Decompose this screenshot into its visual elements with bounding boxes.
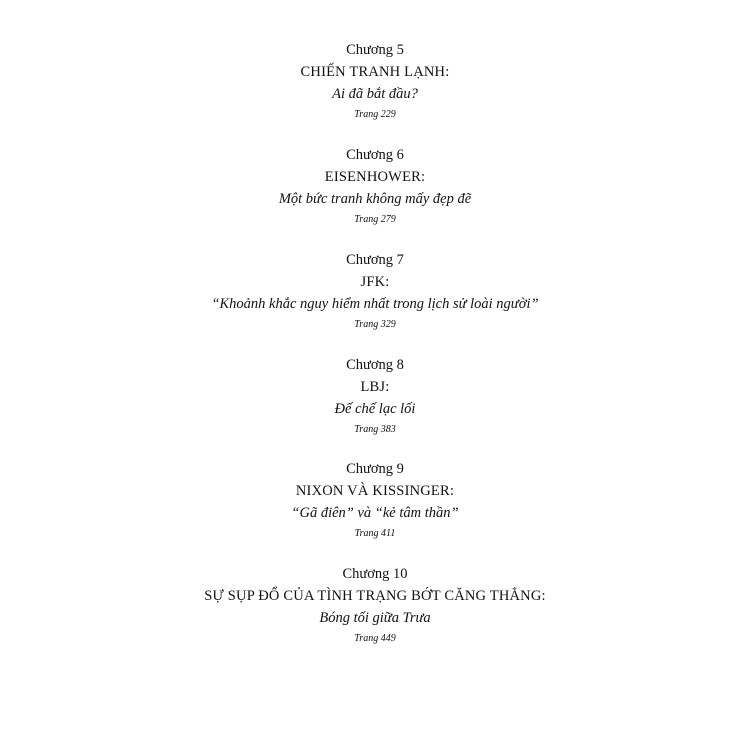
chapter-number: Chương 6	[346, 147, 404, 163]
chapter-page-number: Trang 279	[354, 214, 396, 225]
chapter-entry-6	[0, 146, 750, 226]
chapter-entry-5	[0, 41, 750, 121]
chapter-title: SỰ SỤP ĐỔ CỦA TÌNH TRẠNG BỚT CĂNG THẲNG:	[204, 588, 546, 604]
chapter-subtitle: Đế chế lạc lối	[334, 401, 416, 417]
chapter-subtitle: “Khoảnh khắc nguy hiểm nhất trong lịch sử loài người”	[211, 296, 539, 312]
chapter-title: EISENHOWER:	[324, 169, 426, 185]
chapter-subtitle: Bóng tối giữa Trưa	[319, 610, 431, 626]
chapter-number: Chương 8	[346, 357, 404, 373]
chapter-number: Chương 7	[346, 252, 404, 268]
chapter-page-number: Trang 229	[354, 109, 396, 120]
chapter-page-number: Trang 383	[354, 424, 396, 435]
chapter-title: CHIẾN TRANH LẠNH:	[300, 64, 450, 80]
chapter-entry-10	[0, 565, 750, 645]
chapter-number: Chương 9	[346, 461, 404, 477]
chapter-subtitle: Một bức tranh không mấy đẹp đẽ	[278, 191, 472, 207]
chapter-page-number: Trang 449	[354, 633, 396, 644]
chapter-entry-7	[0, 251, 750, 331]
chapter-subtitle: Ai đã bắt đầu?	[332, 86, 418, 102]
chapter-title: JFK:	[360, 274, 390, 290]
chapter-entry-8	[0, 356, 750, 436]
chapter-page-number: Trang 329	[354, 319, 396, 330]
chapter-number: Chương 10	[342, 566, 408, 582]
chapter-number: Chương 5	[346, 42, 404, 58]
chapter-title: LBJ:	[360, 379, 390, 395]
chapter-title: NIXON VÀ KISSINGER:	[295, 483, 455, 499]
chapter-entry-9	[0, 460, 750, 540]
chapter-page-number: Trang 411	[354, 528, 396, 539]
chapter-subtitle: “Gã điên” và “kẻ tâm thần”	[291, 505, 459, 521]
